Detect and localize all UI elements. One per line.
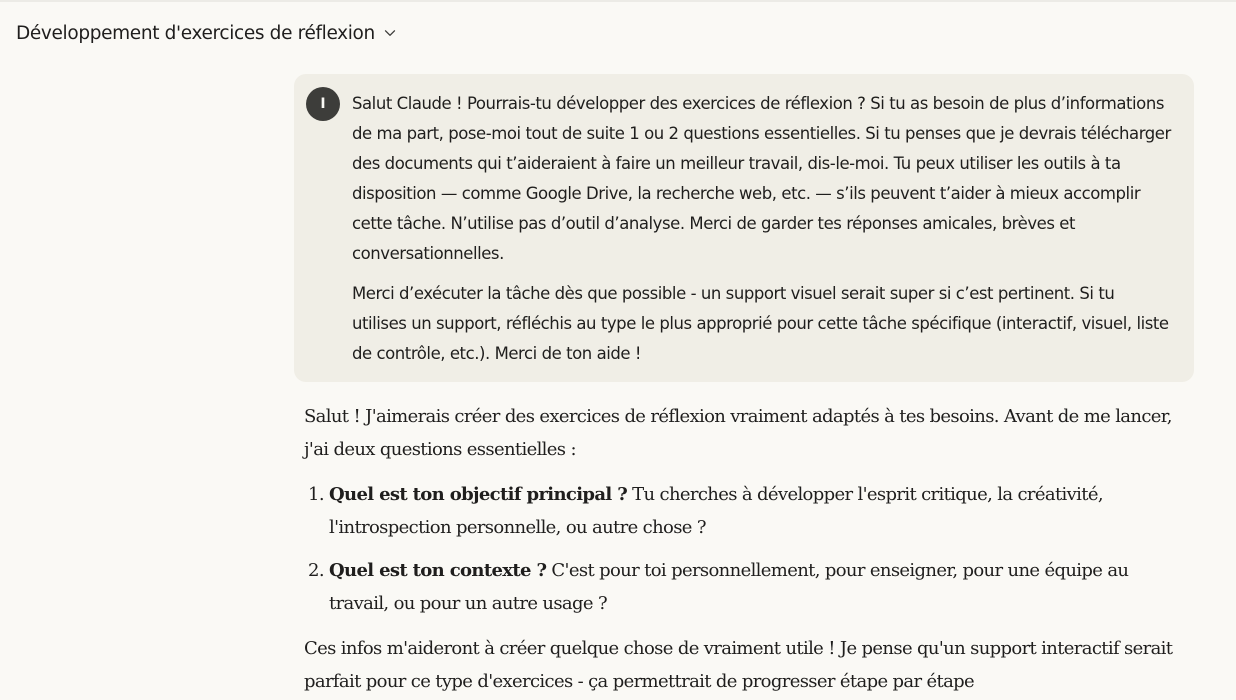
question-list [304, 478, 1184, 620]
question-title: Quel est ton objectif principal ? [329, 484, 628, 505]
assistant-message [304, 400, 1184, 698]
user-message-paragraph: Salut Claude ! Pourrais-tu développer des exercices de réflexion ? Si tu as besoin de plus d’informations de ma part, pose-moi tout de suite 1 ou 2 questions essentielles. Si tu penses que je devrais télécharger des documents qui t’aideraient à faire un meilleur travail, dis-le-moi. Tu peux utiliser les outils à ta disposition — comme Google Drive, la recherche web, etc. — s’ils peuvent t’aider à mieux accomplir cette tâche. N’utilise pas d’outil d’analyse. Merci de garder tes réponses amicales, brèves et conversationnelles. [352, 94, 1171, 263]
user-message [294, 74, 1194, 382]
question-text: Tu cherches à développer l'esprit critique, la créativité, l'introspection personnelle, ou autre chose ? [329, 484, 1103, 538]
list-item [329, 554, 1184, 620]
user-avatar[interactable]: I [306, 87, 340, 121]
user-message-text [352, 89, 1172, 369]
question-text: C'est pour toi personnellement, pour enseigner, pour une équipe au travail, ou pour un autre usage ? [329, 560, 1129, 614]
conversation-title: Développement d'exercices de réflexion [16, 22, 375, 44]
top-divider [0, 0, 1236, 2]
conversation-title-menu[interactable] [16, 20, 397, 46]
list-item [329, 478, 1184, 544]
chevron-down-icon [383, 26, 397, 40]
assistant-intro: Salut ! J'aimerais créer des exercices de réflexion vraiment adaptés à tes besoins. Avant de me lancer, j'ai deux questions essentielles : [304, 406, 1172, 460]
question-title: Quel est ton contexte ? [329, 560, 547, 581]
assistant-outro: Ces infos m'aideront à créer quelque chose de vraiment utile ! Je pense qu'un support interactif serait parfait pour ce type d'exercices - ça permettrait de progresser étape par étape [304, 638, 1173, 692]
user-message-paragraph: Merci d’exécuter la tâche dès que possible - un support visuel serait super si c’est pertinent. Si tu utilises un support, réfléchis au type le plus approprié pour cette tâche spécifique (interactif, visuel, liste de contrôle, etc.). Merci de ton aide ! [352, 284, 1169, 363]
